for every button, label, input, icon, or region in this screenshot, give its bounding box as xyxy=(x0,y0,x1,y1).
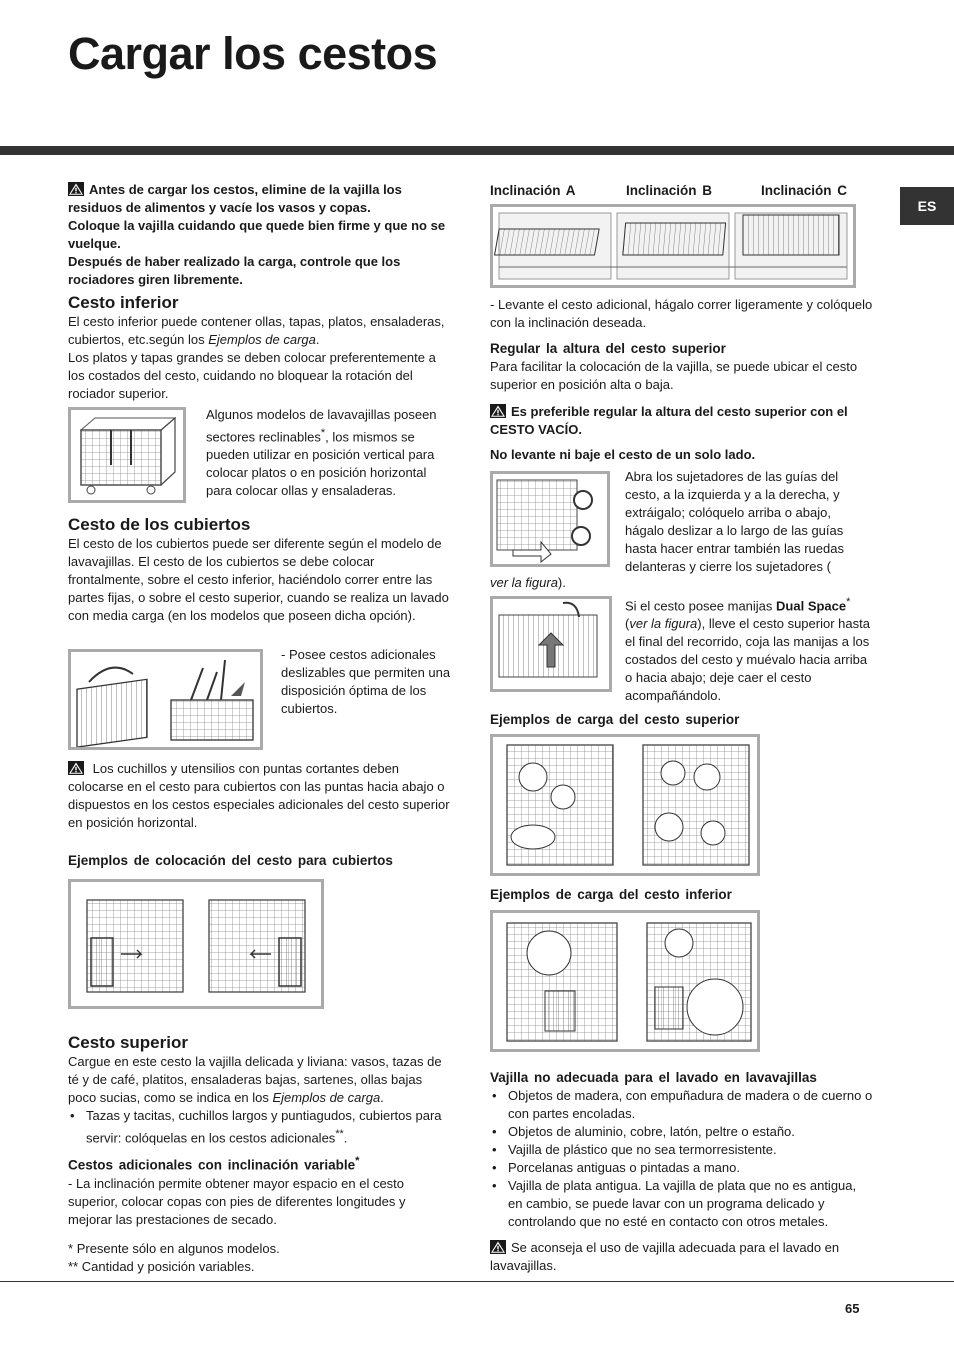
upper-basket-section xyxy=(68,1033,452,1147)
lower-basket-section xyxy=(68,293,452,403)
height-no-text: No levante ni baje el cesto de un solo lado. xyxy=(490,447,756,462)
basket-rail-figure xyxy=(490,471,610,567)
basket-rail-caption: Abra los sujetadores de las guías del cesto, a la izquierda y a la derecha, y extráigalo; colóquelo arriba o abajo, hágalo deslizar a lo largo de las guías hasta hacer entrar también las ruedas delanteras y cierre los sujetadores ( xyxy=(625,469,844,574)
list-item: • Vajilla de plata antigua. La vajilla de plata que no es antigua, en cambio, se puede lavar con un programa delicado y controlando que no esté en contacto con otros metales. xyxy=(490,1177,874,1231)
tilt-text: - Levante el cesto adicional, hágalo correr ligeramente y colóquelo con la inclinación deseada. xyxy=(490,297,873,330)
tilt-label-c: Inclinación C xyxy=(761,183,848,198)
final-warning: Se aconseja el uso de vajilla adecuada para el lavado en lavavajillas. xyxy=(490,1240,840,1273)
upper-examples-heading: Ejemplos de carga del cesto superior xyxy=(490,712,740,727)
cutlery-heading: Cesto de los cubiertos xyxy=(68,515,251,534)
page-number: 65 xyxy=(845,1301,860,1316)
cutlery-examples-figure xyxy=(68,879,324,1009)
footnote: ** Cantidad y posición variables. xyxy=(68,1259,255,1274)
tilt-label-a: Inclinación A xyxy=(490,183,576,198)
warning-icon xyxy=(490,1240,506,1254)
height-heading: Regular la altura del cesto superior xyxy=(490,341,726,356)
height-text: Para facilitar la colocación de la vajilla, se puede ubicar el cesto superior en posición alta o baja. xyxy=(490,359,858,392)
height-section xyxy=(490,340,874,394)
unsuitable-list xyxy=(490,1087,874,1231)
footnotes xyxy=(68,1240,452,1276)
upper-examples-figure xyxy=(490,734,760,876)
tilt-section xyxy=(68,1152,452,1229)
unsuitable-heading: Vajilla no adecuada para el lavado en lavavajillas xyxy=(490,1070,817,1085)
lower-basket-illustration xyxy=(71,410,183,500)
height-warning: Es preferible regular la altura del cesto superior con el CESTO VACÍO. No levante ni baje el cesto de un solo lado. xyxy=(490,403,874,464)
basket-rail-caption-end: ver la figura). xyxy=(490,575,566,590)
language-tab: ES xyxy=(900,187,954,225)
upper-examples-illustration xyxy=(493,737,757,873)
cutlery-text: El cesto de los cubiertos puede ser diferente según el modelo de lavavajillas. El cesto de los cubiertos se debe colocar frontalmente, sobre el cesto inferior, haciéndolo correr entre las partes fijas, o sobre el cesto superior, cuando se realiza un lavado con media carga (en los modelos que poseen dicha opción). xyxy=(68,536,449,623)
upper-basket-list xyxy=(68,1107,452,1147)
lower-examples-illustration xyxy=(493,913,757,1049)
lower-examples-heading: Ejemplos de carga del cesto inferior xyxy=(490,887,732,902)
left-column xyxy=(68,181,452,289)
tilt-text: - La inclinación permite obtener mayor espacio en el cesto superior, colocar copas con pies de diferentes longitudes y mejorar las prestaciones de secado. xyxy=(68,1175,406,1227)
list-item: • Vajilla de plástico que no sea termorresistente. xyxy=(490,1141,874,1159)
dual-space-caption: Si el cesto posee manijas Dual Space* (ver la figura), lleve el cesto superior hasta el final del recorrido, coja las manijas a los costados del cesto y muévalo hacia arriba o hacia abajo; deje caer el cesto acompañándolo. xyxy=(625,596,870,704)
cutlery-section xyxy=(68,515,452,625)
warning-icon xyxy=(68,761,84,775)
cutlery-figure-caption: - Posee cestos adicionales deslizables que permiten una disposición óptima de los cubiertos. xyxy=(281,647,451,716)
list-item: • Porcelanas antiguas o pintadas a mano. xyxy=(490,1159,874,1177)
tilt-illustration xyxy=(493,207,853,285)
intro-warning: Antes de cargar los cestos, elimine de la vajilla los residuos de alimentos y vacíe los vasos y copas. Coloque la vajilla cuidando que quede bien firme y que no se vuelque. Después de haber realizado la carga, controle que los rociadores giren libremente. xyxy=(68,182,446,287)
list-item: • Objetos de aluminio, cobre, latón, peltre o estaño. xyxy=(490,1123,874,1141)
list-item: • Objetos de madera, con empuñadura de madera o de cuerno o con partes encoladas. xyxy=(490,1087,874,1123)
warning-icon xyxy=(490,404,506,418)
dual-space-illustration xyxy=(493,599,609,689)
cutlery-examples-illustration xyxy=(71,882,321,1006)
footnote: * Presente sólo en algunos modelos. xyxy=(68,1241,280,1256)
footer-rule xyxy=(0,1281,954,1282)
basket-rail-illustration xyxy=(493,474,607,564)
page-title: Cargar los cestos xyxy=(68,28,438,79)
tilt-heading: Cestos adicionales con inclinación variable* xyxy=(68,1155,360,1173)
cutlery-examples-heading: Ejemplos de colocación del cesto para cubiertos xyxy=(68,853,393,868)
upper-basket-text: Cargue en este cesto la vajilla delicada y liviana: vasos, tazas de té y de café, platitos, ensaladeras bajas, sartenes, ollas bajas poco sucias, como se indica en los Ejemplos de carga. xyxy=(68,1054,442,1105)
lower-basket-text: El cesto inferior puede contener ollas, tapas, platos, ensaladeras, cubiertos, etc.según los Ejemplos de carga. Los platos y tapas grandes se deben colocar preferentemente a los costados del cesto, cuidando no bloquear la rotación del rociador superior. xyxy=(68,314,445,401)
cutlery-basket-figure xyxy=(68,649,263,750)
cutlery-basket-illustration xyxy=(71,652,260,747)
tilt-label-b: Inclinación B xyxy=(626,183,713,198)
lower-examples-figure xyxy=(490,910,760,1052)
lower-basket-figure-caption: Algunos modelos de lavavajillas poseen sectores reclinables*, los mismos se pueden utilizar en posición vertical para colocar platos o en posición horizontal para colocar ollas y ensaladeras. xyxy=(206,407,437,499)
tilt-figure xyxy=(490,204,856,288)
list-item: • Tazas y tacitas, cuchillos largos y puntiagudos, cubiertos para servir: colóquelas en los cestos adicionales**. xyxy=(68,1107,452,1147)
lower-basket-figure xyxy=(68,407,186,503)
unsuitable-section xyxy=(490,1069,874,1231)
upper-basket-heading: Cesto superior xyxy=(68,1033,188,1052)
lower-basket-heading: Cesto inferior xyxy=(68,293,179,312)
warning-icon xyxy=(68,182,84,196)
dual-space-figure xyxy=(490,596,612,692)
header-rule xyxy=(0,146,954,155)
knives-warning: Los cuchillos y utensilios con puntas cortantes deben colocarse en el cesto para cubiertos con las puntas hacia abajo o dispuestos en los cestos especiales adicionales del cesto superior en posición horizontal. xyxy=(68,761,450,830)
